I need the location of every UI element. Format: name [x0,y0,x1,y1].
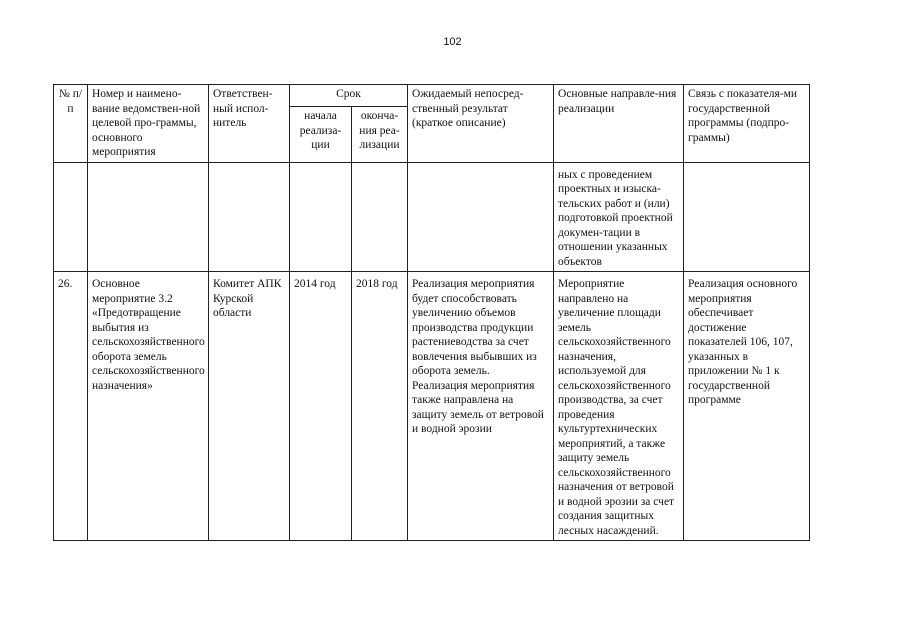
header-result: Ожидаемый непосред-ственный результат (краткое описание) [408,85,554,163]
header-responsible: Ответствен-ный испол-нитель [209,85,290,163]
row26-end: 2018 год [352,272,408,541]
cont-responsible-cell [209,162,290,272]
continuation-row [54,162,810,272]
table-row [54,272,810,541]
row26-result [408,272,554,541]
header-start: начала реализа-ции [290,107,352,162]
row26-link: Реализация основного мероприятия обеспечивает достижение показателей 106, 107, указанных в приложении № 1 к государственной программе [684,272,810,541]
header-name: Номер и наимено-вание ведомствен-ной целевой про-граммы, основного мероприятия [88,85,209,163]
cont-link-cell [684,162,810,272]
header-term: Срок [290,85,408,107]
program-events-table [53,84,810,541]
cont-end-cell [352,162,408,272]
cont-start-cell [290,162,352,272]
header-link: Связь с показателя-ми государственной программы (подпро-граммы) [684,85,810,163]
cont-result-cell [408,162,554,272]
row26-start: 2014 год [290,272,352,541]
cont-directions-cell: ных с проведением проектных и изыска-тельских работ и (или) подготовкой проектной докумен-тации в отношении указанных объектов [554,162,684,272]
header-end: оконча-ния реа-лизации [352,107,408,162]
row26-num: 26. [54,272,88,541]
page-number: 102 [443,36,462,48]
header-num: № п/п [54,85,88,163]
cont-num-cell [54,162,88,272]
row26-result-part2: Реализация мероприятия также направлена на защиту земель от ветровой и водной эрозии [412,379,544,435]
header-directions: Основные направле-ния реализации [554,85,684,163]
header-row [54,85,810,107]
cont-name-cell [88,162,209,272]
row26-result-part1: Реализация мероприятия будет способствовать увеличению объемов производства продукции растениеводства за счет вовлечения выбывших из оборота земель. [412,278,537,377]
row26-directions: Мероприятие направлено на увеличение площади земель сельскохозяйственного назначения, используемой для сельскохозяйственного производства, за счет проведения культуртехнических мероприятий, а также защиту земель сельскохозяйственного назначения от ветровой и водной эрозии за счет создания защитных лесных насаждений. [554,272,684,541]
row26-name: Основное мероприятие 3.2 «Предотвращение выбытия из сельскохозяйственного оборота земель сельскохозяйственного назначения» [88,272,209,541]
row26-responsible: Комитет АПК Курской области [209,272,290,541]
